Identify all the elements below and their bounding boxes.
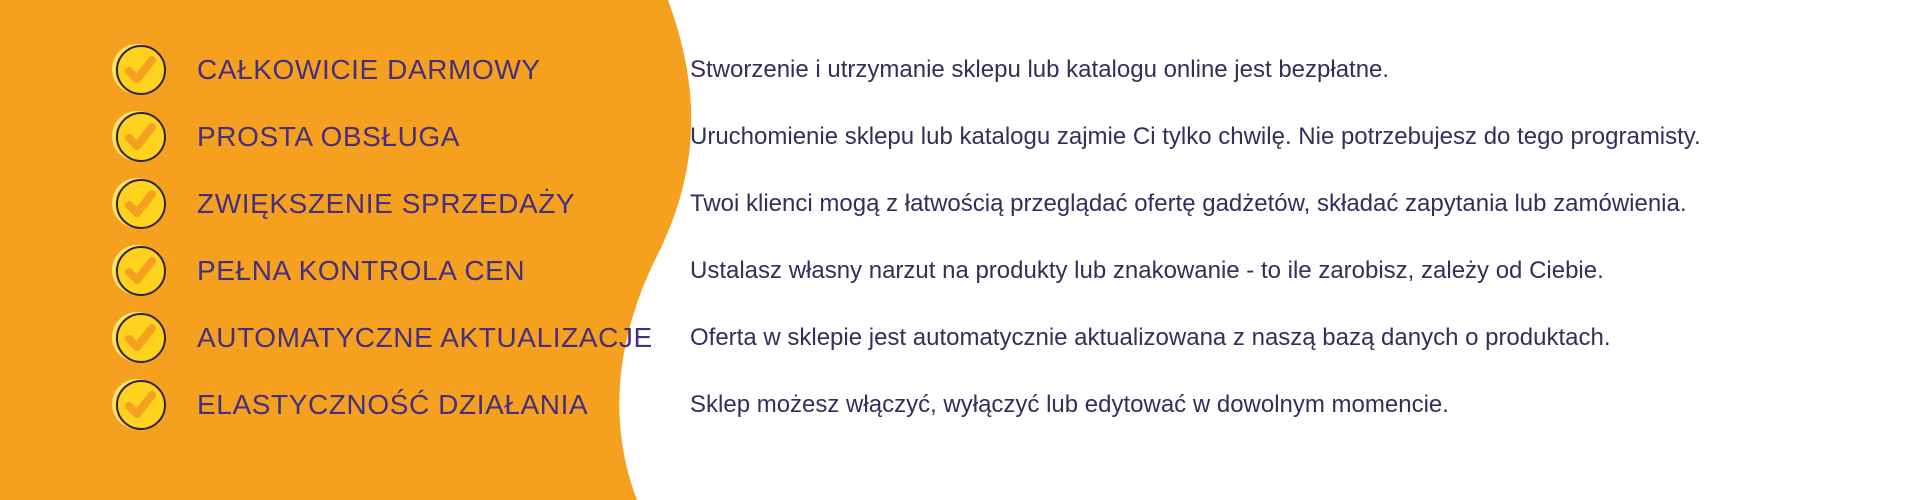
- feature-description: Uruchomienie sklepu lub katalogu zajmie Ci tylko chwilę. Nie potrzebujesz do tego programisty.: [690, 123, 1701, 150]
- check-coin-icon: [112, 42, 168, 98]
- feature-description: Sklep możesz włączyć, wyłączyć lub edytować w dowolnym momencie.: [690, 391, 1449, 418]
- check-coin-icon: [112, 310, 168, 366]
- feature-title: PEŁNA KONTROLA CEN: [197, 255, 526, 286]
- feature-description: Oferta w sklepie jest automatycznie aktualizowana z naszą bazą danych o produktach.: [690, 324, 1611, 351]
- feature-description: Ustalasz własny narzut na produkty lub znakowanie - to ile zarobisz, zależy od Ciebie.: [690, 257, 1604, 284]
- feature-row: [0, 306, 1920, 370]
- feature-title: PROSTA OBSŁUGA: [197, 121, 461, 152]
- feature-description: Twoi klienci mogą z łatwością przeglądać ofertę gadżetów, składać zapytania lub zamówienia.: [690, 190, 1687, 217]
- feature-title: CAŁKOWICIE DARMOWY: [197, 54, 541, 85]
- check-coin-icon: [112, 109, 168, 165]
- check-coin-icon: [112, 377, 168, 433]
- feature-row: [0, 239, 1920, 303]
- feature-row: [0, 38, 1920, 102]
- check-coin-icon: [112, 176, 168, 232]
- feature-description: Stworzenie i utrzymanie sklepu lub katalogu online jest bezpłatne.: [690, 56, 1390, 83]
- check-coin-icon: [112, 243, 168, 299]
- feature-title: ELASTYCZNOŚĆ DZIAŁANIA: [197, 389, 589, 420]
- feature-title: ZWIĘKSZENIE SPRZEDAŻY: [197, 188, 576, 219]
- feature-row: [0, 373, 1920, 437]
- feature-row: [0, 172, 1920, 236]
- feature-title: AUTOMATYCZNE AKTUALIZACJE: [197, 322, 653, 353]
- feature-row: [0, 105, 1920, 169]
